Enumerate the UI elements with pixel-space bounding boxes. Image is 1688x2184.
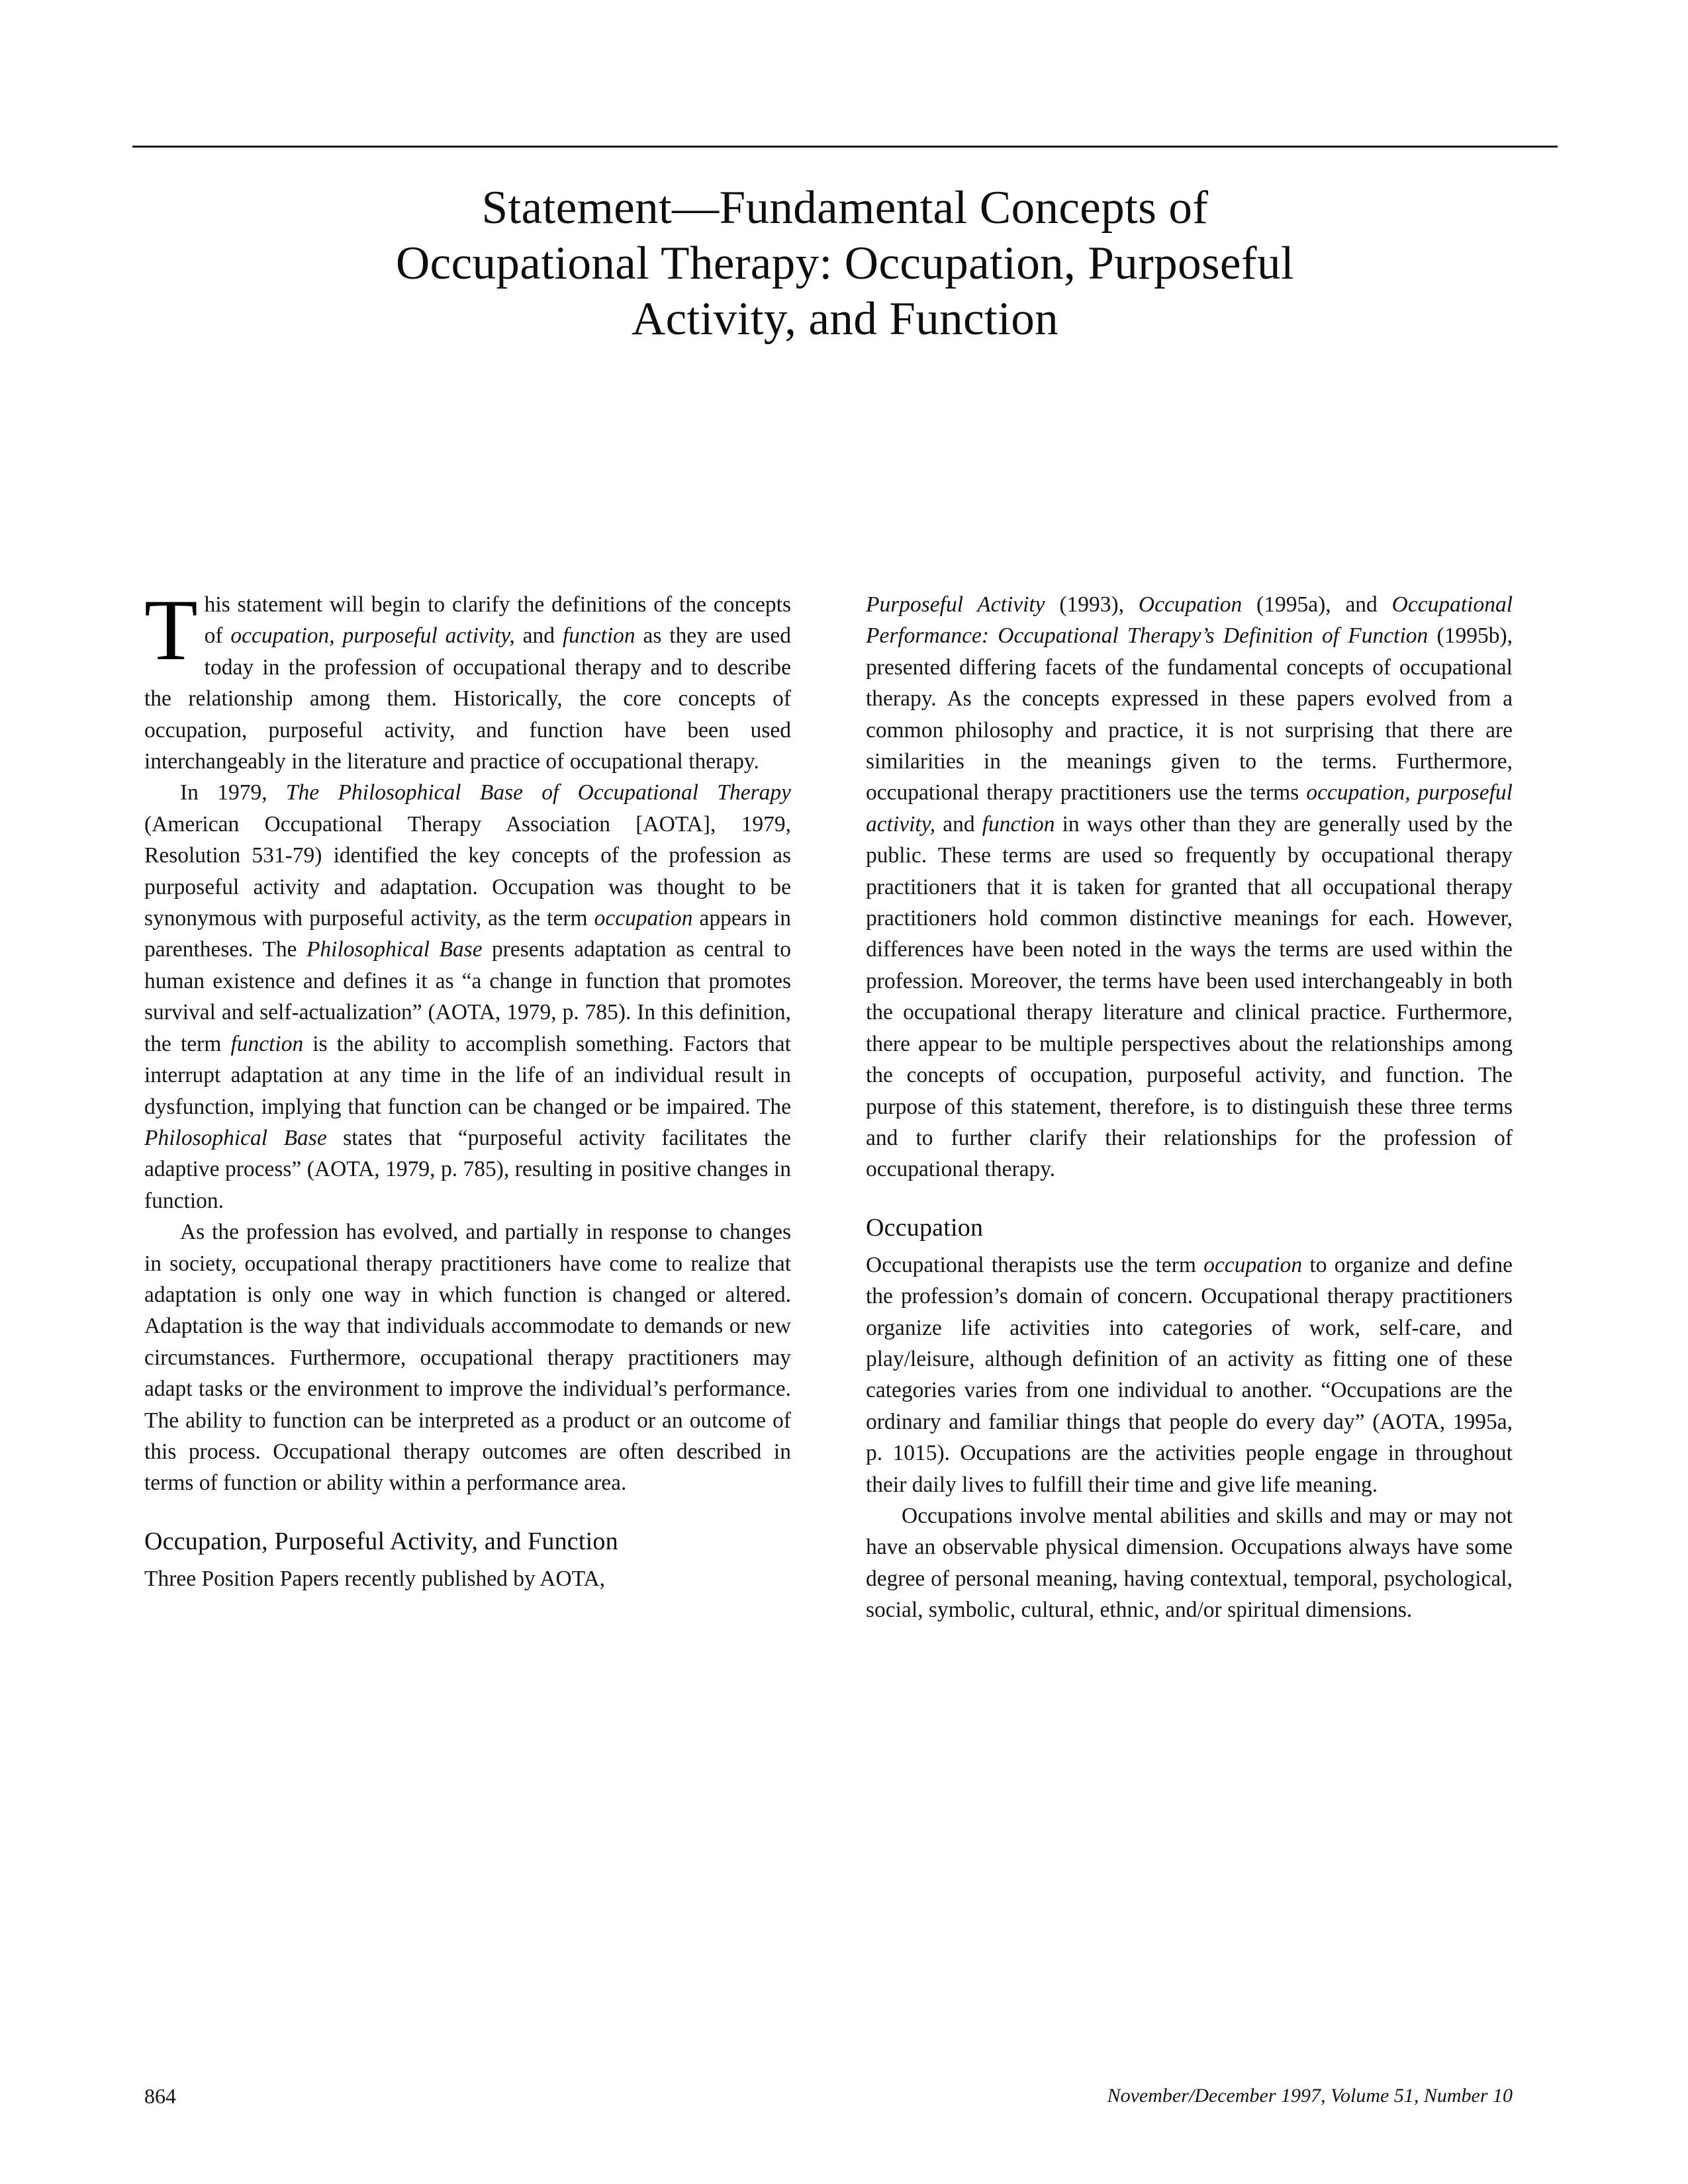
- text-run: as they are used today in the profession of occupational therapy and to describe the relationship among them. Historically, the core concepts of occupation, purposeful activity, and function have been used interchangeably in the literature and practice of occupational therapy.: [144, 623, 791, 774]
- italic-title: The Philosophical Base of Occupational Therapy: [285, 780, 791, 805]
- paragraph-position-papers-continued: [866, 589, 1513, 1185]
- page-title: [132, 180, 1558, 347]
- italic-term: function: [562, 623, 635, 649]
- drop-cap-letter: T: [144, 581, 198, 678]
- text-run: In 1979,: [180, 780, 286, 805]
- text-run: to organize and define the profession’s domain of concern. Occupational therapy practitioners organize life activities into categories of work, self-care, and play/leisure, although definition of an activity as fitting one of these categories varies from one individual to another. “Occupations are the ordinary and familiar things that people do every day” (AOTA, 1995a, p. 1015). Occupations are the activities people engage in throughout their daily lives to fulfill their time and give life meaning.: [866, 1252, 1513, 1497]
- section-heading-occupation-purposeful-activity-function: Occupation, Purposeful Activity, and Function: [144, 1527, 618, 1555]
- italic-title: Philosophical Base: [306, 937, 483, 962]
- text-run: (1995b), presented differing facets of the fundamental concepts of occupational therapy. As the concepts expressed in these papers evolved from a common philosophy and practice, it is not surprising that there are similarities in the meanings given to the terms. Furthermore, occupational therapy practitioners use the terms: [866, 623, 1513, 805]
- paragraph-evolution: As the profession has evolved, and partially in response to changes in society, occupational therapy practitioners have come to realize that adaptation is only one way in which function is changed or altered. Adaptation is the way that individuals accommodate to demands or new circumstances. Furthermore, occupational therapy practitioners may adapt tasks or the environment to improve the individual’s performance. The ability to function can be interpreted as a product or an outcome of this process. Occupational therapy outcomes are often described in terms of function or ability within a performance area.: [144, 1220, 791, 1496]
- italic-term: occupation, purposeful activity,: [230, 623, 515, 649]
- text-run: Occupational therapists use the term: [866, 1252, 1204, 1277]
- header-rule: [132, 146, 1558, 148]
- title-line-2: Occupational Therapy: Occupation, Purposeful: [396, 238, 1294, 289]
- italic-term: occupation: [1203, 1252, 1303, 1277]
- page-number: 864: [144, 2084, 176, 2108]
- text-run: in ways other than they are generally used by the public. These terms are used so frequently by occupational therapy practitioners that it is taken for granted that all occupational therapy practitioners hold common distinctive meanings for each. However, differences have been noted in the ways the terms are used within the profession. Moreover, the terms have been used interchangeably in both the occupational therapy literature and clinical practice. Furthermore, there appear to be multiple perspectives about the relationships among the concepts of occupation, purposeful activity, and function. The purpose of this statement, therefore, is to distinguish these three terms and to further clarify their relationships for the profession of occupational therapy.: [866, 811, 1513, 1182]
- text-run: appears in parentheses. The: [144, 906, 791, 962]
- page-footer: [144, 2082, 1513, 2113]
- text-run: is the ability to accomplish something. Factors that interrupt adaptation at any time in the life of an individual result in dysfunction, implying that function can be changed or be impaired. The: [144, 1031, 791, 1119]
- text-run: (1993),: [1045, 592, 1139, 617]
- italic-title: Occupation: [1138, 592, 1243, 617]
- two-column-body: [144, 581, 1513, 1999]
- paragraph-1979: [144, 777, 791, 1216]
- italic-title: Occupational Performance: Occupational Therapy’s Definition of Function: [866, 592, 1513, 649]
- title-line-3: Activity, and Function: [631, 293, 1059, 345]
- paragraph-occupation-definition: [866, 1250, 1513, 1500]
- left-column: [144, 581, 791, 1999]
- right-column: [866, 589, 1513, 1999]
- paragraph-intro: [144, 581, 791, 777]
- text-run: (1995a), and: [1242, 592, 1392, 617]
- text-run: presents adaptation as central to human existence and defines it as “a change in function that promotes survival and self-actualization” (AOTA, 1979, p. 785). In this definition, the term: [144, 937, 791, 1056]
- title-line-1: Statement—Fundamental Concepts of: [481, 182, 1209, 234]
- italic-term: occupation, purposeful activity,: [866, 780, 1513, 837]
- italic-term: function: [982, 811, 1055, 837]
- journal-reference: November/December 1997, Volume 51, Number 10: [1107, 2085, 1513, 2107]
- text-run: and: [514, 623, 563, 649]
- paragraph-position-papers: Three Position Papers recently published by AOTA,: [144, 1566, 606, 1591]
- text-run: (American Occupational Therapy Association [AOTA], 1979, Resolution 531-79) identified the key concepts of the profession as purposeful activity and adaptation. Occupation was thought to be synonymous with purposeful activity, as the term: [144, 811, 791, 931]
- italic-title: Purposeful Activity: [866, 592, 1045, 617]
- text-run: his statement will begin to clarify the definitions of the concepts of: [204, 592, 791, 649]
- text-run: states that “purposeful activity facilitates the adaptive process” (AOTA, 1979, p. 785), resulting in positive changes in function.: [144, 1125, 791, 1213]
- text-run: and: [935, 811, 982, 837]
- italic-term: occupation: [594, 906, 693, 931]
- italic-term: function: [230, 1031, 304, 1056]
- italic-title: Philosophical Base: [144, 1125, 327, 1150]
- paragraph-occupations-dimensions: Occupations involve mental abilities and skills and may or may not have an observable physical dimension. Occupations always have some degree of personal meaning, having contextual, temporal, psychological, social, symbolic, cultural, ethnic, and/or spiritual dimensions.: [866, 1503, 1513, 1623]
- section-heading-occupation: Occupation: [866, 1213, 984, 1242]
